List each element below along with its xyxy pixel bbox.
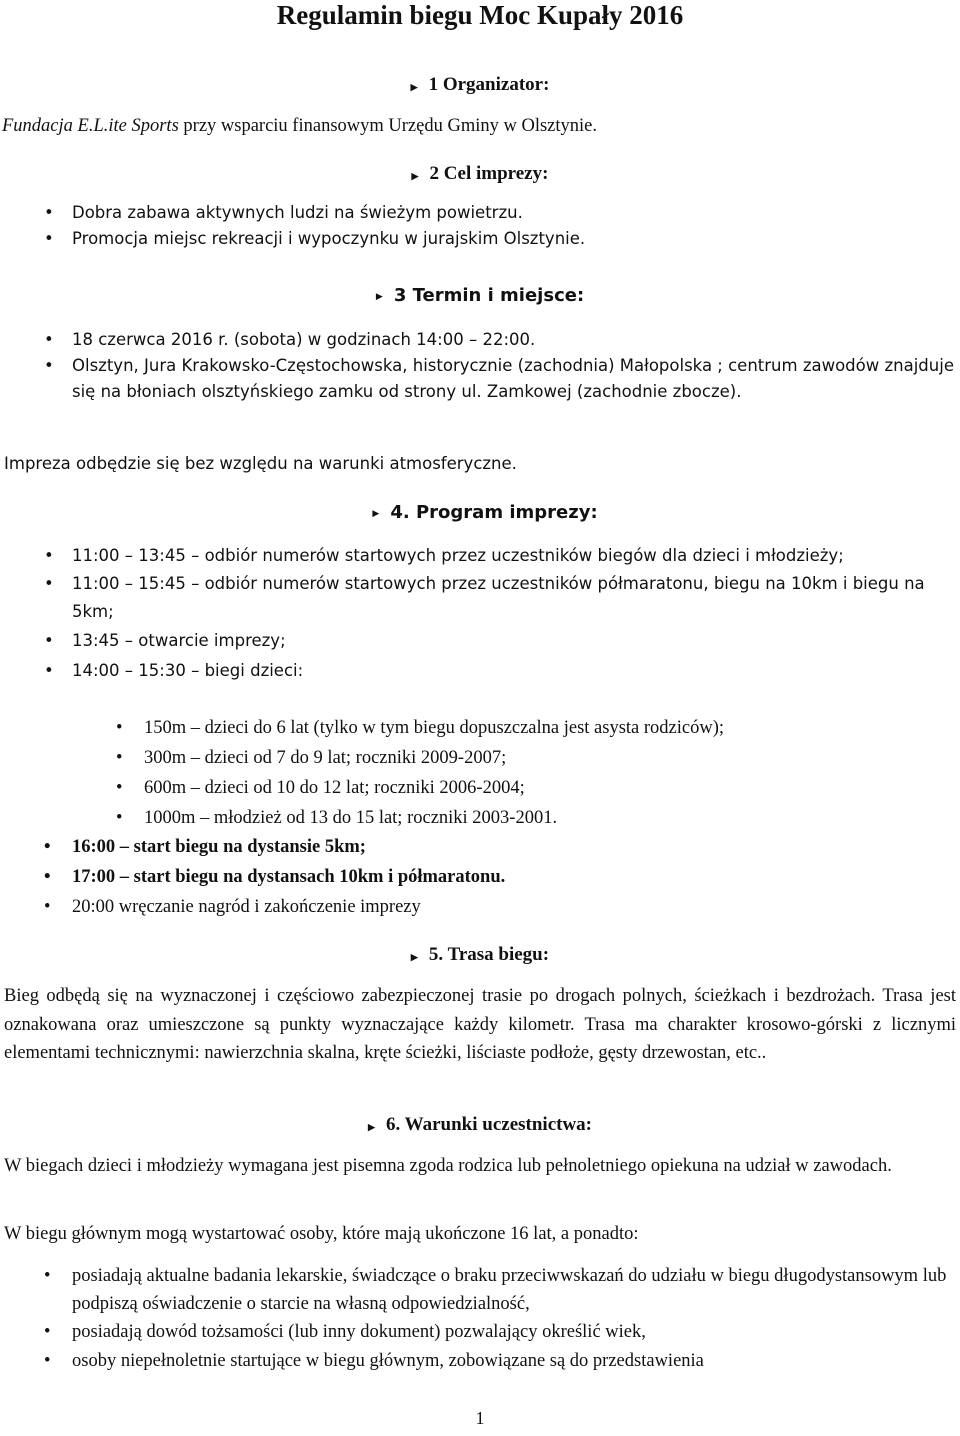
section-4-heading: ▶4. Program imprezy: [5, 502, 960, 524]
list-item: • 300m – dzieci od 7 do 9 lat; roczniki 2009-2007; [72, 743, 960, 773]
section-6-heading: ▶6. Warunki uczestnictwa: [0, 1114, 960, 1136]
main-races-list [0, 832, 960, 922]
list-item: • posiadają dowód tożsamości (lub inny dokument) pozwalający określić wiek, [0, 1318, 960, 1347]
section-1-heading: ▶1 Organizator: [0, 74, 960, 96]
program-list [0, 542, 960, 686]
list-item: • 14:00 – 15:30 – biegi dzieci: [0, 656, 960, 686]
outline-marker-icon [412, 169, 420, 177]
requirements-list [0, 1262, 960, 1376]
organizer-text [2, 112, 954, 140]
page-title: Regulamin biegu Moc Kupały 2016 [276, 0, 684, 30]
list-item: • osoby niepełnoletnie startujące w biegu głównym, zobowiązane są do przedstawienia [0, 1347, 960, 1376]
organizer-name: Fundacja E.L.ite Sports [2, 116, 179, 136]
children-consent-text: W biegach dzieci i młodzieży wymagana jest pisemna zgoda rodzica lub pełnoletniego opiekuna na udział w zawodach. [4, 1156, 892, 1176]
main-run-eligibility: W biegu głównym mogą wystartować osoby, które mają ukończone 16 lat, a ponadto: [4, 1224, 639, 1244]
list-item: • 18 czerwca 2016 r. (sobota) w godzinach 14:00 – 22:00. [0, 327, 960, 353]
list-item: • Olsztyn, Jura Krakowsko-Częstochowska, historycznie (zachodnia) Małopolska ; centrum zawodów znajduje się na błoniach olsztyńskiego zamku od strony ul. Zamkowej (zachodnie zbocze). [0, 353, 960, 405]
route-description: Bieg odbędą się na wyznaczonej i częściowo zabezpieczonej trasie po drogach polnych, ścieżkach i bezdrożach. Trasa jest oznakowana oraz umieszczone są punkty wyznaczające każdy kilometr. Trasa ma charakter krosowo-górski z licznymi elementami technicznymi: nawierzchnia skalna, kręte ścieżki, liściaste podłoże, gęsty drzewostan, etc.. [4, 986, 956, 1063]
page-number: 1 [475, 1408, 485, 1428]
section-5-heading: ▶5. Trasa biegu: [0, 944, 960, 966]
weather-note: Impreza odbędzie się bez względu na warunki atmosferyczne. [4, 454, 517, 473]
list-item: • posiadają aktualne badania lekarskie, świadczące o braku przeciwwskazań do udziału w biegu długodystansowym lub podpiszą oświadczenie o starcie na własną odpowiedzialność, [0, 1262, 960, 1318]
list-item: • 600m – dzieci od 10 do 12 lat; roczniki 2006-2004; [72, 773, 960, 803]
outline-marker-icon [411, 950, 419, 958]
outline-marker-icon [411, 80, 419, 88]
list-item: • Promocja miejsc rekreacji i wypoczynku w jurajskim Olsztynie. [0, 226, 960, 252]
outline-marker-icon [372, 507, 380, 515]
list-item: • Dobra zabawa aktywnych ludzi na świeżym powietrzu. [0, 200, 960, 226]
list-item: • 150m – dzieci do 6 lat (tylko w tym biegu dopuszczalna jest asysta rodziców); [72, 713, 960, 743]
list-item: • 11:00 – 15:45 – odbiór numerów startowych przez uczestników półmaratonu, biegu na 10km i biegu na 5km; [0, 570, 960, 626]
list-item: • 13:45 – otwarcie imprezy; [0, 626, 960, 656]
date-place-list [0, 327, 960, 405]
list-item: • 1000m – młodzież od 13 do 15 lat; roczniki 2003-2001. [72, 803, 960, 833]
section-3-heading: ▶3 Termin i miejsce: [0, 285, 960, 307]
list-item: • 16:00 – start biegu na dystansie 5km; [0, 832, 960, 862]
outline-marker-icon [368, 1120, 376, 1128]
section-2-heading: ▶2 Cel imprezy: [0, 163, 960, 185]
children-races-list [72, 713, 960, 833]
goals-list [0, 200, 960, 252]
list-item: • 11:00 – 13:45 – odbiór numerów startowych przez uczestników biegów dla dzieci i młodzieży; [0, 542, 960, 570]
outline-marker-icon [376, 290, 384, 298]
organizer-support: przy wsparciu finansowym Urzędu Gminy w Olsztynie. [178, 116, 597, 136]
list-item: • 20:00 wręczanie nagród i zakończenie imprezy [0, 892, 960, 922]
list-item: • 17:00 – start biegu na dystansach 10km i półmaratonu. [0, 862, 960, 892]
